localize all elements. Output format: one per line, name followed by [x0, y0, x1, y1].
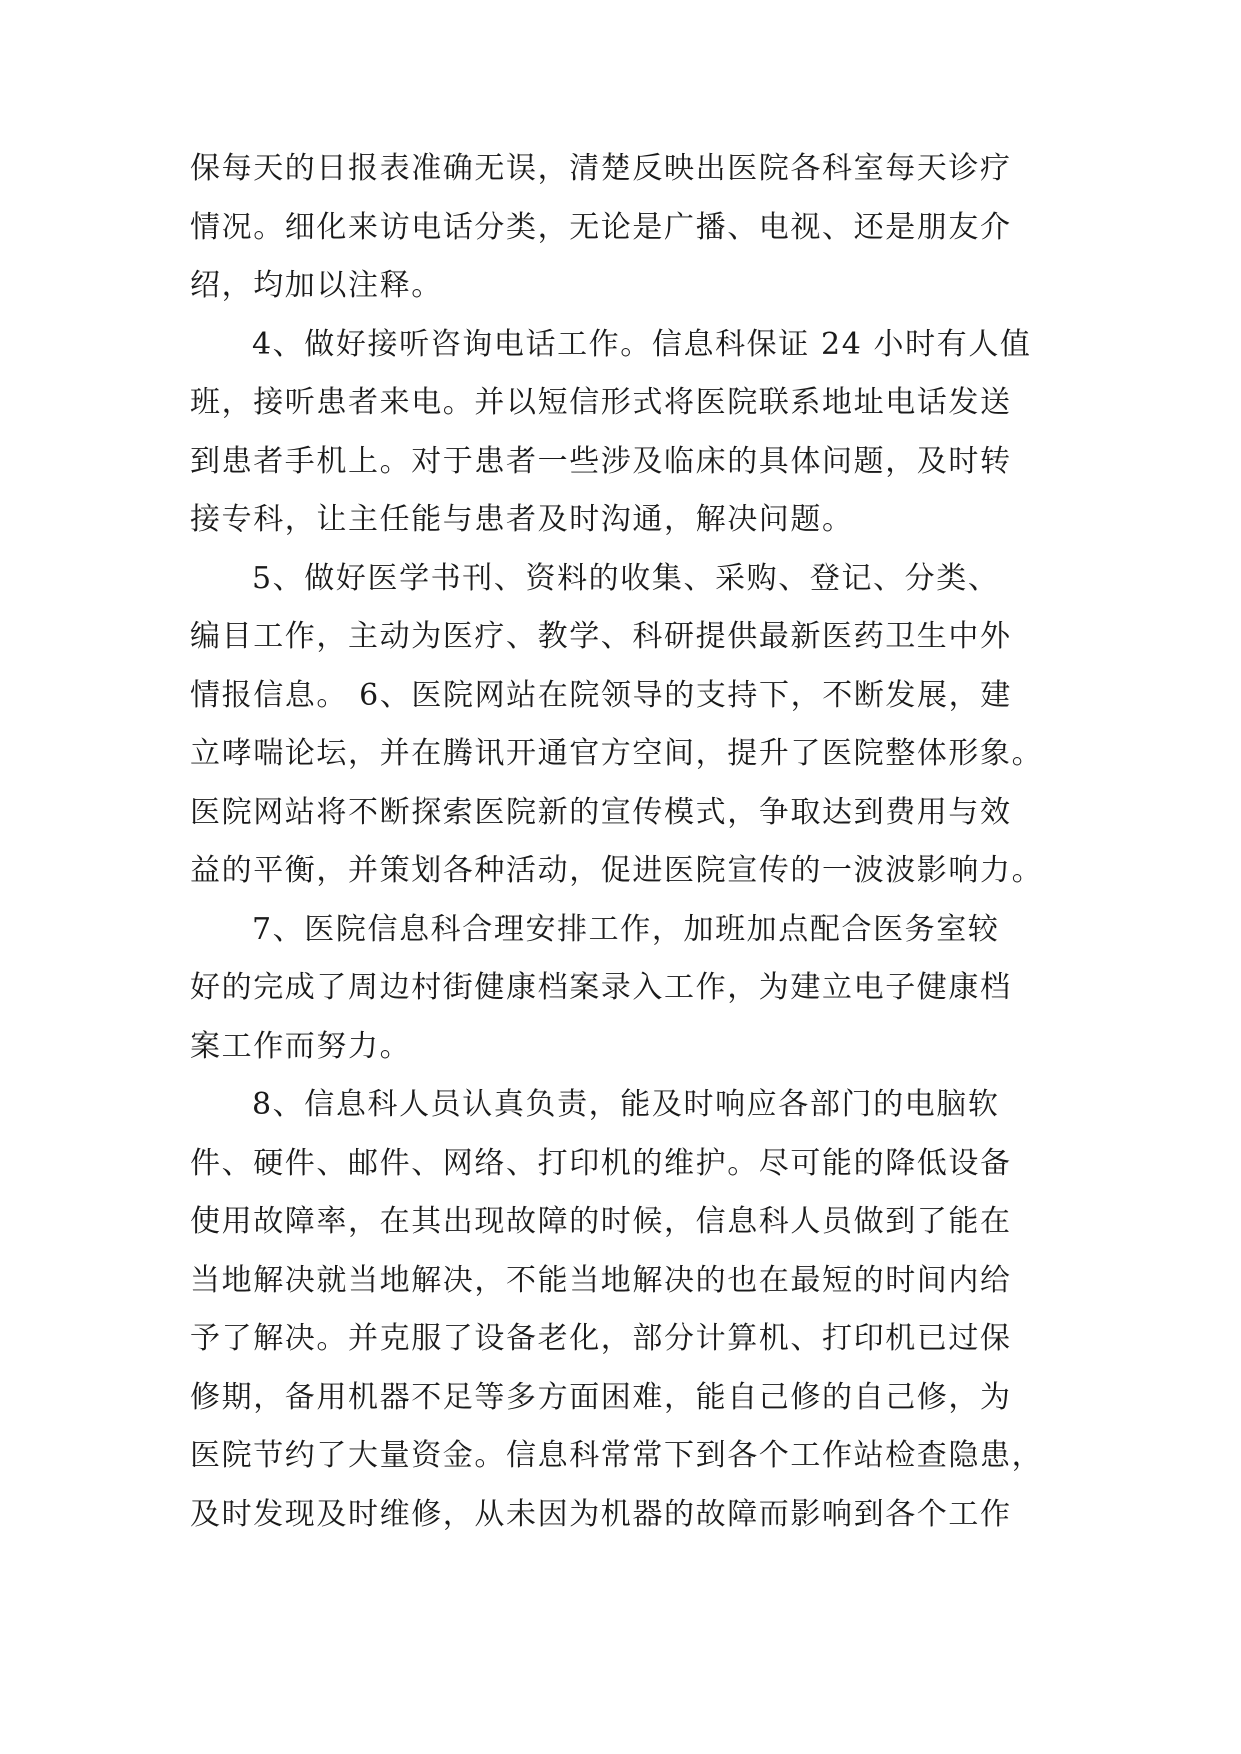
text-line: 绍，均加以注释。	[190, 268, 443, 303]
paragraph-start-line: 4、做好接听咨询电话工作。信息科保证 24 小时有人值	[252, 326, 1032, 362]
text-line: 及时发现及时维修，从未因为机器的故障而影响到各个工作	[190, 1496, 1012, 1532]
paragraph-start-line: 8、信息科人员认真负责，能及时响应各部门的电脑软	[252, 1087, 1000, 1122]
text-line: 修期，备用机器不足等多方面困难，能自己修的自己修，为	[190, 1379, 1012, 1415]
text-line: 班，接听患者来电。并以短信形式将医院联系地址电话发送	[190, 385, 1012, 420]
text-line: 使用故障率，在其出现故障的时候，信息科人员做到了能在	[190, 1204, 1012, 1239]
paragraph-start-line: 7、医院信息科合理安排工作，加班加点配合医务室较	[252, 911, 1000, 947]
text-line: 立哮喘论坛，并在腾讯开通官方空间，提升了医院整体形象。	[190, 736, 1044, 771]
document-page	[190, 140, 1050, 1544]
text-line: 情况。细化来访电话分类，无论是广播、电视、还是朋友介	[190, 209, 1012, 245]
text-line: 益的平衡，并策划各种活动，促进医院宣传的一波波影响力。	[190, 853, 1044, 888]
text-line: 件、硬件、邮件、网络、打印机的维护。尽可能的降低设备	[190, 1145, 1012, 1181]
text-line: 到患者手机上。对于患者一些涉及临床的具体问题，及时转	[190, 443, 1012, 479]
paragraph-start-line: 5、做好医学书刊、资料的收集、采购、登记、分类、	[252, 560, 1000, 596]
text-line: 情报信息。 6、医院网站在院领导的支持下，不断发展，建	[190, 677, 1012, 713]
text-line: 编目工作，主动为医疗、教学、科研提供最新医药卫生中外	[190, 619, 1012, 654]
text-line: 医院节约了大量资金。信息科常常下到各个工作站检查隐患，	[190, 1438, 1044, 1473]
text-line: 好的完成了周边村街健康档案录入工作，为建立电子健康档	[190, 970, 1012, 1005]
text-line: 接专科，让主任能与患者及时沟通，解决问题。	[190, 502, 854, 537]
text-line: 案工作而努力。	[190, 1028, 412, 1064]
text-line: 当地解决就当地解决，不能当地解决的也在最短的时间内给	[190, 1262, 1012, 1298]
text-line: 医院网站将不断探索医院新的宣传模式，争取达到费用与效	[190, 794, 1012, 830]
text-line: 予了解决。并克服了设备老化，部分计算机、打印机已过保	[190, 1321, 1012, 1356]
text-line: 保每天的日报表准确无误，清楚反映出医院各科室每天诊疗	[190, 151, 1012, 186]
